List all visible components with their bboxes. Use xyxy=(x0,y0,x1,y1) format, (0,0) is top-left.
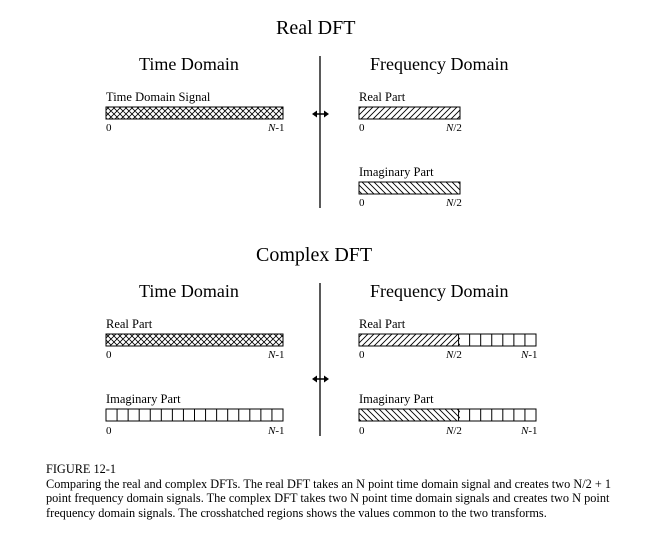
complex-frequency-domain-heading: Frequency Domain xyxy=(370,281,509,301)
tick-n-half: N/2 xyxy=(446,197,462,209)
tick-n-half: N/2 xyxy=(446,349,462,361)
real-freq-imag-part-bar xyxy=(359,182,460,194)
complex-freq-imag-label: Imaginary Part xyxy=(359,392,434,406)
tick-n-minus-1: N-1 xyxy=(268,122,285,134)
complex-freq-real-part-bar xyxy=(359,334,536,346)
tick-zero: 0 xyxy=(106,425,112,437)
tick-n-minus-1: N-1 xyxy=(521,349,538,361)
real-freq-imag-label: Imaginary Part xyxy=(359,165,434,179)
real-time-domain-heading: Time Domain xyxy=(139,54,239,74)
real-time-signal-label: Time Domain Signal xyxy=(106,90,211,104)
figure-caption-text: Comparing the real and complex DFTs. The real DFT takes an N point time domain signal and creates two N/2 + 1 point frequency domain signals. The complex DFT takes two N point time domain signals and creates two N point frequency domain signals. The crosshatched regions shows the values common to the two transforms. xyxy=(46,476,612,520)
real-freq-real-label: Real Part xyxy=(359,90,406,104)
complex-time-real-label: Real Part xyxy=(106,317,153,331)
real-time-signal-bar xyxy=(106,107,283,119)
tick-n-minus-1: N-1 xyxy=(268,425,285,437)
tick-zero: 0 xyxy=(359,425,365,437)
figure-label: FIGURE 12-1 xyxy=(46,462,117,476)
tick-n-half: N/2 xyxy=(446,425,462,437)
tick-n-minus-1: N-1 xyxy=(521,425,538,437)
tick-zero: 0 xyxy=(359,349,365,361)
tick-n-minus-1: N-1 xyxy=(268,349,285,361)
tick-zero: 0 xyxy=(359,197,365,209)
complex-freq-real-label: Real Part xyxy=(359,317,406,331)
complex-time-imag-label: Imaginary Part xyxy=(106,392,181,406)
tick-zero: 0 xyxy=(106,349,112,361)
real-dft-title: Real DFT xyxy=(276,17,356,39)
complex-freq-imag-part-bar xyxy=(359,409,536,421)
real-frequency-domain-heading: Frequency Domain xyxy=(370,54,509,74)
complex-time-real-part-bar xyxy=(106,334,283,346)
tick-n-half: N/2 xyxy=(446,122,462,134)
tick-zero: 0 xyxy=(106,122,112,134)
complex-dft-title: Complex DFT xyxy=(256,244,373,266)
complex-time-domain-heading: Time Domain xyxy=(139,281,239,301)
complex-time-imag-part-bar xyxy=(106,409,283,421)
tick-zero: 0 xyxy=(359,122,365,134)
real-freq-real-part-bar xyxy=(359,107,460,119)
figure-caption xyxy=(46,462,616,520)
